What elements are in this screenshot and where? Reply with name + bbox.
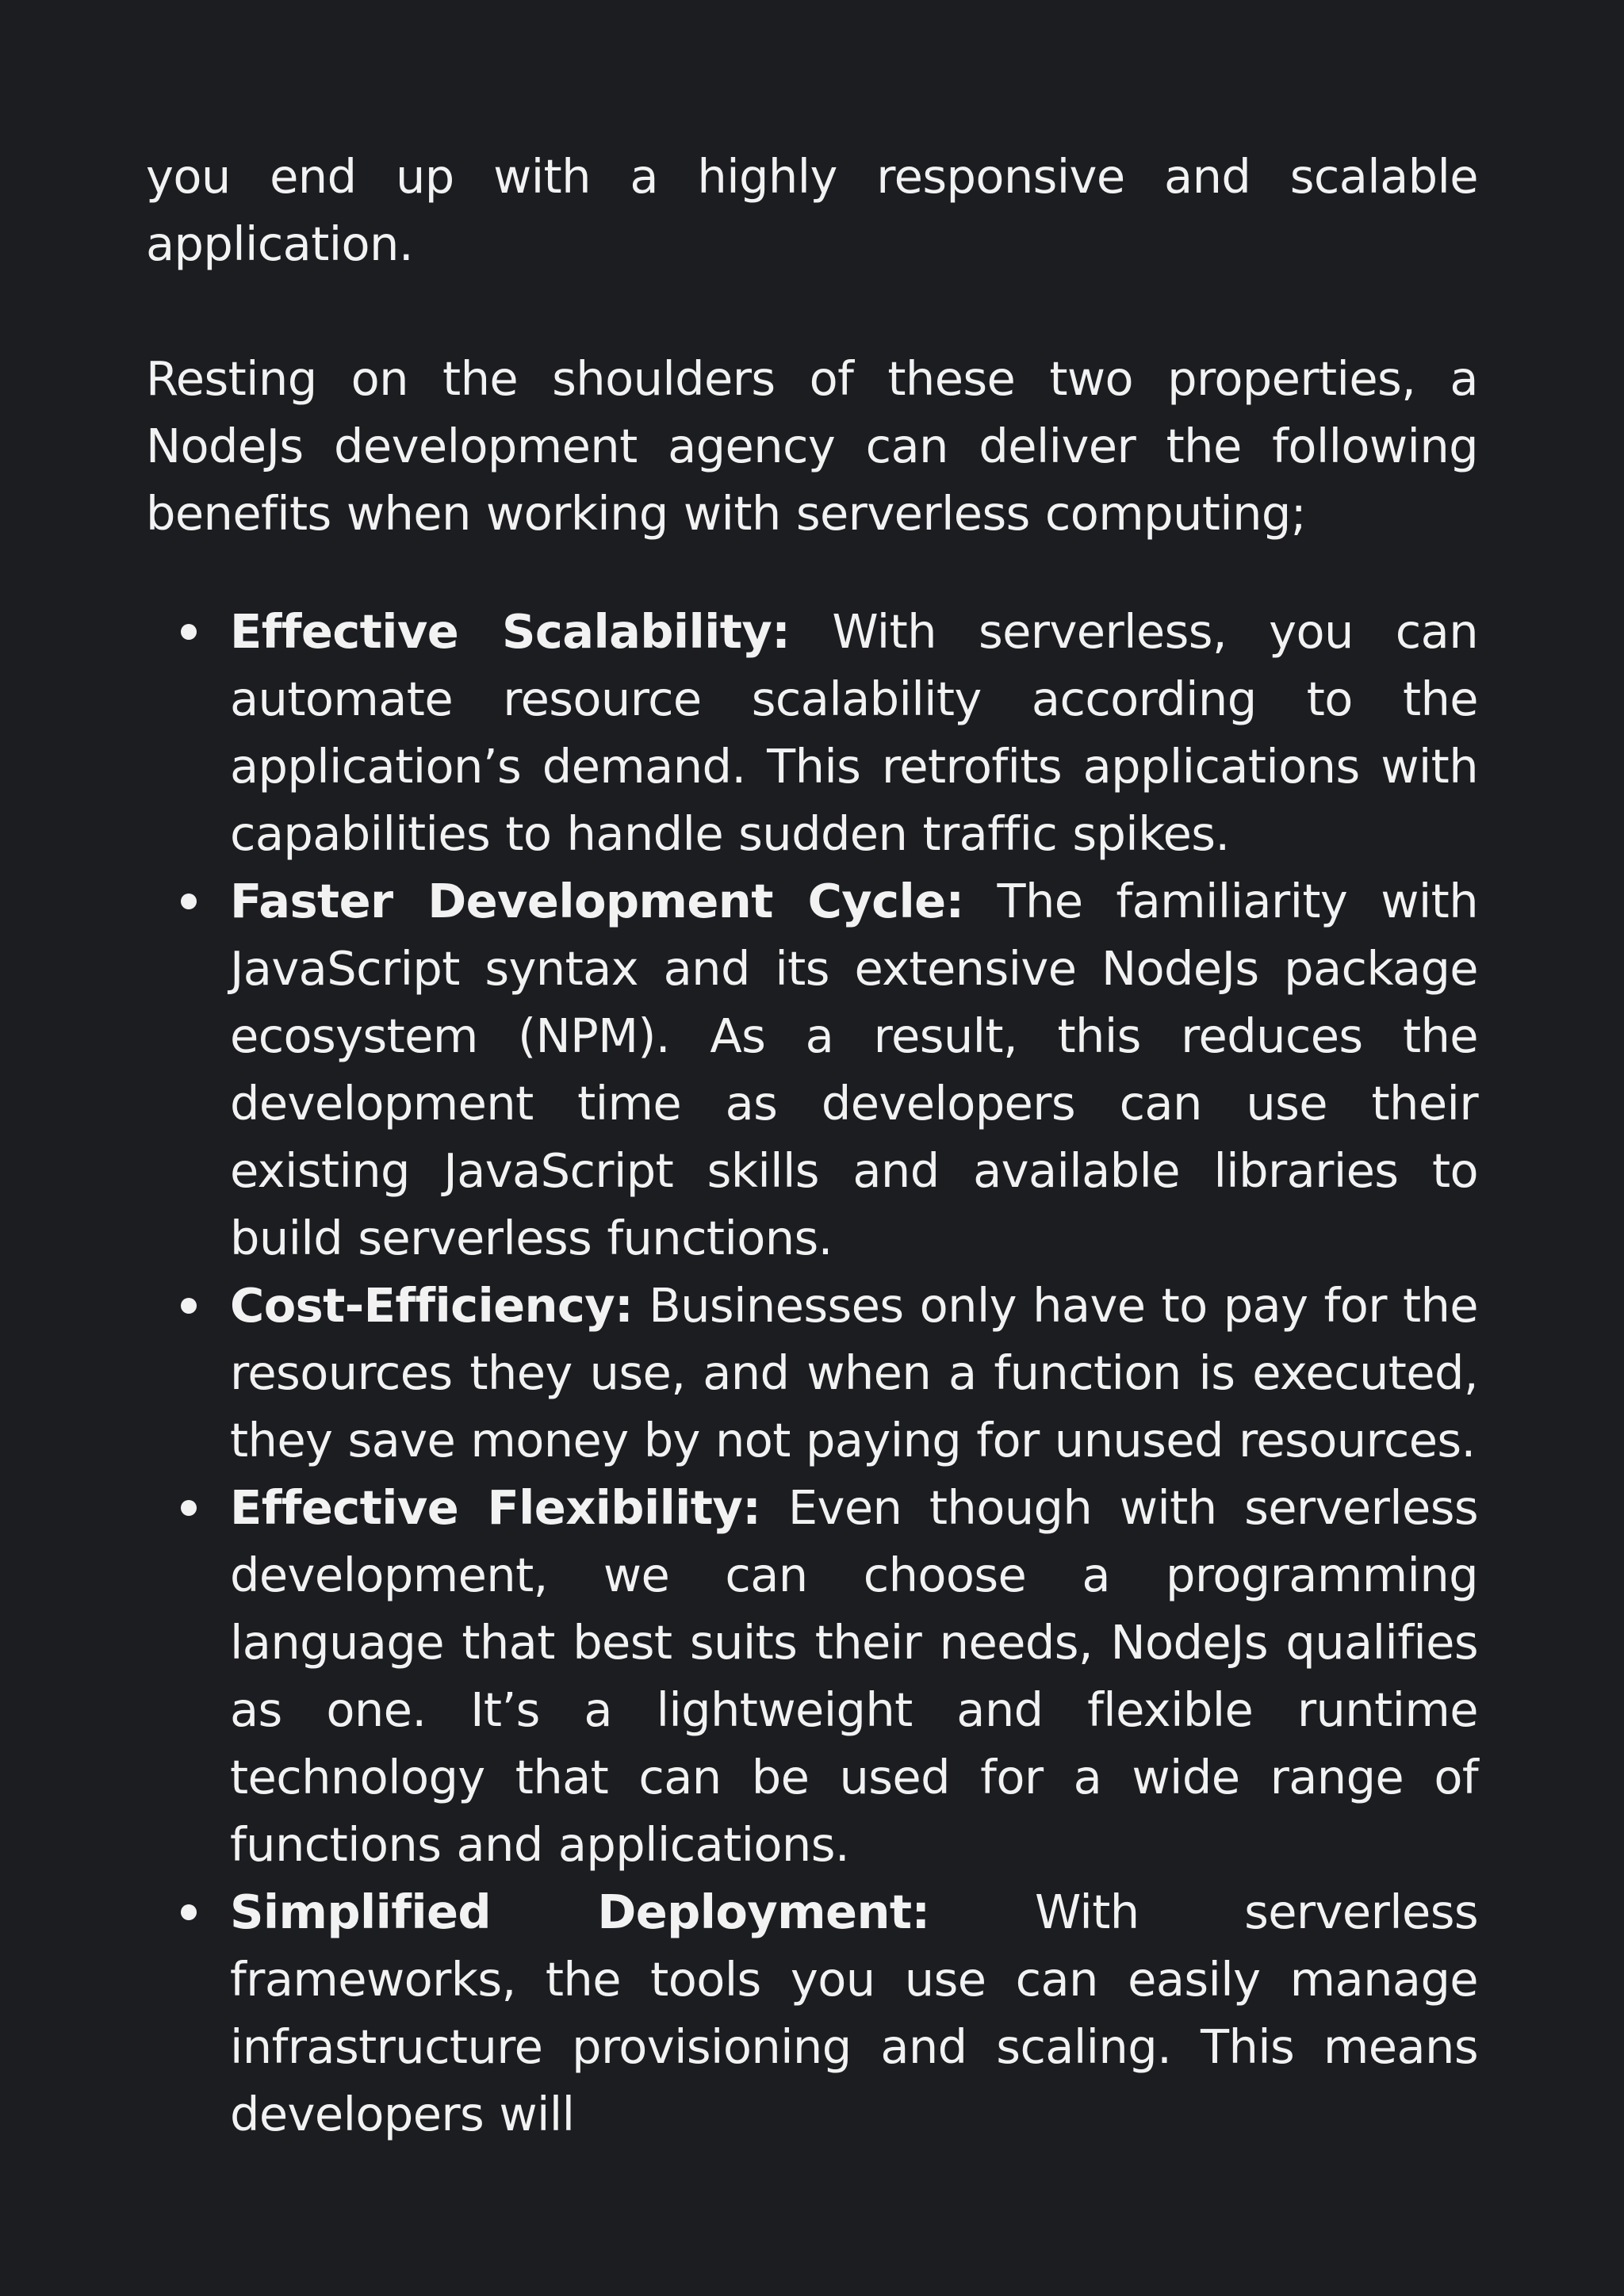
benefit-title: Simplified Deployment:: [230, 1885, 930, 1939]
benefit-scalability: [146, 598, 1478, 867]
benefit-text: With serverless frameworks, the tools you use can easily manage infrastructure provisioning and scaling. This means developers will: [230, 1885, 1479, 2141]
benefit-text: Businesses only have to pay for the resources they use, and when a function is executed, they save money by not paying for unused resources.: [230, 1278, 1478, 1468]
benefit-flexibility: [146, 1474, 1478, 1878]
benefit-title: Effective Flexibility:: [230, 1480, 761, 1535]
benefit-cost-efficiency: [146, 1272, 1478, 1474]
bullet-icon: [181, 1298, 197, 1314]
benefit-title: Cost-Efficiency:: [230, 1278, 634, 1333]
benefit-title: Effective Scalability:: [230, 604, 791, 659]
benefit-faster-development: [146, 867, 1478, 1272]
benefits-intro-paragraph: Resting on the shoulders of these two properties, a NodeJs development agency can deliver the following benefits when working with serverless computing;: [146, 351, 1478, 541]
bullet-icon: [181, 1904, 197, 1920]
benefits-list: [146, 598, 1478, 2148]
bullet-icon: [181, 624, 197, 640]
benefit-text: Even though with serverless development, we can choose a programming language that best suits their needs, NodeJs qualifies as one. It’s a lightweight and flexible runtime technology that can be used for a wide range of functions and applications.: [230, 1480, 1479, 1872]
bullet-icon: [181, 1500, 197, 1516]
benefit-text: The familiarity with JavaScript syntax and its extensive NodeJs package ecosystem (NPM). As a result, this reduces the development time as developers can use their existing JavaScript skills and available libraries to build serverless functions.: [230, 874, 1478, 1265]
intro-paragraph-continuation: you end up with a highly responsive and scalable application.: [146, 149, 1478, 271]
benefit-text: With serverless, you can automate resource scalability according to the application’s demand. This retrofits applications with capabilities to handle sudden traffic spikes.: [230, 604, 1478, 861]
benefit-title: Faster Development Cycle:: [230, 874, 964, 928]
benefit-simplified-deployment: [146, 1878, 1478, 2148]
bullet-icon: [181, 894, 197, 909]
document-page: [146, 143, 1478, 2148]
